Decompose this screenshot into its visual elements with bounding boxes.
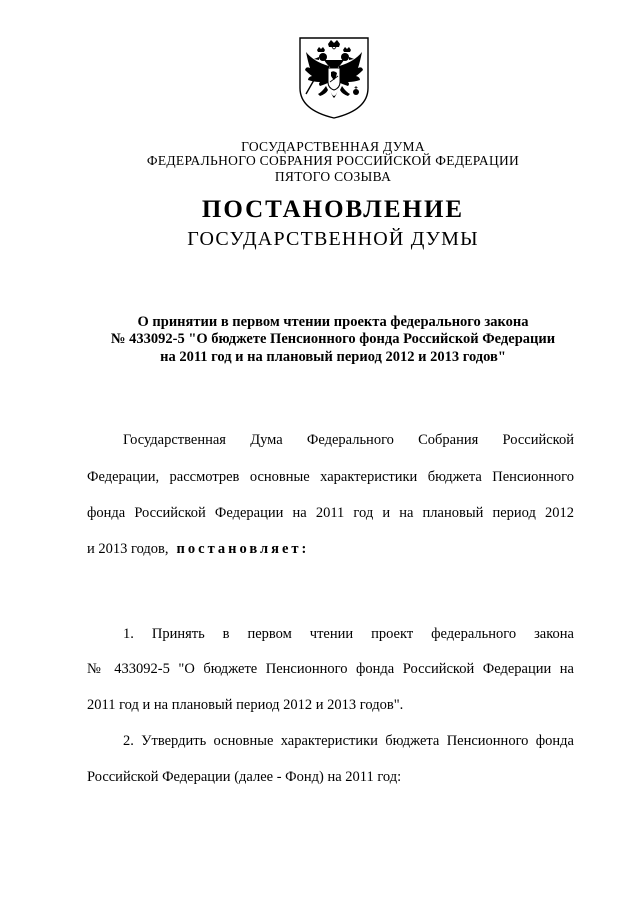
subject-line-2: № 433092-5 "О бюджете Пенсионного фонда Российской Федерации [110, 331, 556, 347]
preamble-line-2: Федерации, рассмотрев основные характеристики бюджета Пенсионного [87, 469, 574, 485]
item-2-line-2: Российской Федерации (далее - Фонд) на 2011 год: [87, 769, 402, 785]
subject-line-1: О принятии в первом чтении проекта федерального закона [137, 314, 529, 330]
preamble-text: и 2013 годов, [87, 541, 169, 557]
item-2-line-1: 2. Утвердить основные характеристики бюджета Пенсионного фонда [123, 733, 574, 749]
organization-parent: ФЕДЕРАЛЬНОГО СОБРАНИЯ РОССИЙСКОЙ ФЕДЕРАЦИИ [146, 153, 520, 168]
russian-double-headed-eagle-icon [296, 36, 372, 120]
item-1-line-2: № 433092-5 "О бюджете Пенсионного фонда Российской Федерации на [87, 661, 574, 677]
organization-name: ГОСУДАРСТВЕННАЯ ДУМА [241, 139, 425, 154]
preamble-line-3: фонда Российской Федерации на 2011 год и на плановый период 2012 [87, 505, 574, 521]
subject-line-3: на 2011 год и на плановый период 2012 и 2013 годов" [160, 349, 506, 365]
convocation: ПЯТОГО СОЗЫВА [274, 169, 392, 184]
document-type-title: ПОСТАНОВЛЕНИЕ [201, 196, 465, 223]
document-authority: ГОСУДАРСТВЕННОЙ ДУМЫ [187, 228, 479, 250]
preamble-line-4 [87, 541, 574, 558]
decree-word: постановляет: [176, 541, 310, 557]
item-1-line-1: 1. Принять в первом чтении проект федерального закона [123, 626, 574, 642]
preamble-line-1: Государственная Дума Федерального Собрания Российской [123, 432, 574, 448]
item-1-line-3: 2011 год и на плановый период 2012 и 2013 годов". [87, 697, 404, 713]
